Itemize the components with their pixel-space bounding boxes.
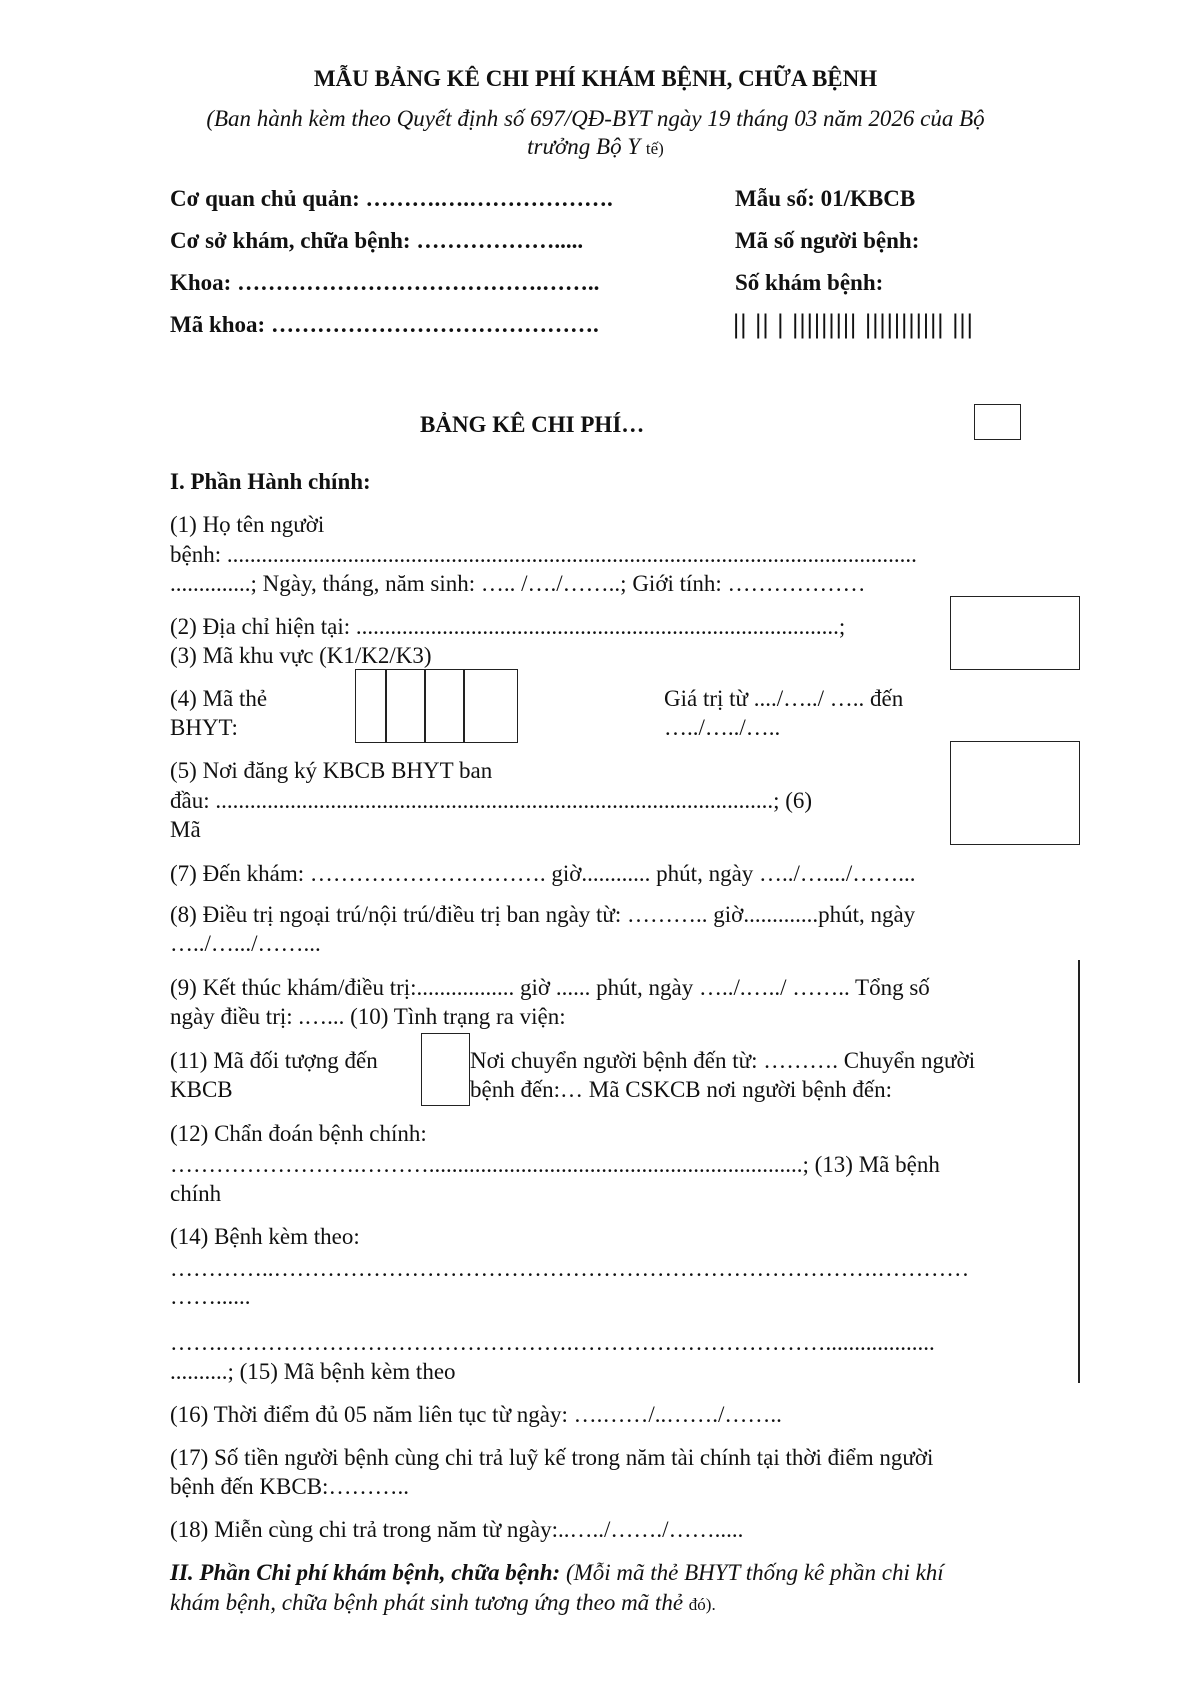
form-code-box[interactable] [974, 404, 1021, 440]
form-title: BẢNG KÊ CHI PHÍ… [420, 412, 645, 437]
section2-note-tail: đó). [688, 1595, 716, 1614]
field7-visit: (7) Đến khám: …………………………. giờ............ phút, ngày …../…..../……... [170, 861, 916, 886]
bhyt-box-divider [424, 670, 426, 742]
field4-label-2: BHYT: [170, 715, 238, 740]
co-so-kham-chua-benh: Cơ sở khám, chữa bệnh: ………………..... [170, 228, 584, 253]
subtitle-line2 [0, 132, 1191, 164]
field1-dob-gender: ..............; Ngày, tháng, năm sinh: ….. /…./……..; Giới tính: ……………… [170, 571, 866, 596]
field14-line1: …………..…………………………………………………………………….………… [170, 1256, 970, 1281]
field12-label: (12) Chẩn đoán bệnh chính: [170, 1121, 427, 1146]
field18: (18) Miễn cùng chi trả trong năm từ ngày:..…../……./……..... [170, 1517, 744, 1542]
field15-label: ..........; (15) Mã bệnh kèm theo [170, 1359, 456, 1384]
field4-validity: Giá trị từ ..../…../ ….. đến [664, 686, 904, 711]
section2-line2 [170, 1588, 716, 1620]
field8-treatment: (8) Điều trị ngoại trú/nội trú/điều trị ban ngày từ: ……….. giờ.............phút, ngày [170, 902, 916, 927]
section2-heading: II. Phần Chi phí khám bệnh, chữa bệnh: [170, 1560, 561, 1585]
area-code-box[interactable] [950, 596, 1080, 670]
field14-line3: …….……………………………………….……………………………................... [170, 1330, 935, 1355]
field3-area-code: (3) Mã khu vực (K1/K2/K3) [170, 643, 432, 668]
field1-name-line: bệnh: ........................................................................................................................ [170, 542, 917, 567]
field16: (16) Thời điểm đủ 05 năm liên tục từ ngày: ….……/..……./…….. [170, 1402, 782, 1427]
field17-line1: (17) Số tiền người bệnh cùng chi trả luỹ kế trong năm tài chính tại thời điểm người [170, 1445, 934, 1470]
field11-label-2: KBCB [170, 1077, 233, 1102]
field11-transfer-2: bệnh đến:… Mã CSKCB nơi người bệnh đến: [470, 1077, 893, 1102]
field4-validity-2: …../…../….. [664, 715, 781, 740]
field17-line2: bệnh đến KBCB:……….. [170, 1474, 409, 1499]
field6-label: Mã [170, 817, 201, 842]
bhyt-box-divider [463, 670, 465, 742]
field9-days: ngày điều trị: .…... (10) Tình trạng ra viện: [170, 1004, 566, 1029]
field14-label: (14) Bệnh kèm theo: [170, 1224, 360, 1249]
subtitle-line2-text: trưởng Bộ Y [527, 134, 641, 159]
field13-label: chính [170, 1181, 222, 1206]
section2-note-2: khám bệnh, chữa bệnh phát sinh tương ứng theo mã thẻ [170, 1590, 684, 1615]
subtitle-line1: (Ban hành kèm theo Quyết định số 697/QĐ-BYT ngày 19 tháng 03 năm 2026 của Bộ [206, 106, 985, 131]
field14-line2: ……...... [170, 1284, 251, 1309]
field2-address: (2) Địa chỉ hiện tại: ....................................................................................; [170, 614, 846, 639]
page-title: MẪU BẢNG KÊ CHI PHÍ KHÁM BỆNH, CHỮA BỆNH [313, 66, 878, 91]
field8-date: …../….../……... [170, 931, 321, 956]
right-border-line [1078, 960, 1080, 1383]
bhyt-box-divider [385, 670, 387, 742]
so-kham-benh: Số khám bệnh: [735, 270, 884, 295]
subtitle-tail: tế) [645, 139, 664, 158]
field5-line: đầu: .................................................................................................; (6) [170, 788, 813, 813]
co-quan-chu-quan: Cơ quan chủ quản: ……….….………………. [170, 186, 613, 211]
field4-label: (4) Mã thẻ [170, 686, 268, 711]
ma-khoa: Mã khoa: ……………………………………. [170, 312, 599, 337]
barcode: || || | ||||||||| ||||||||||| ||| [733, 310, 974, 340]
bhyt-card-boxes[interactable] [355, 669, 518, 743]
field11-transfer: Nơi chuyển người bệnh đến từ: ………. Chuyển người [470, 1048, 976, 1073]
khoa: Khoa: ………………………………….…….. [170, 270, 600, 295]
subject-code-box[interactable] [421, 1033, 470, 1106]
field1-label: (1) Họ tên người [170, 512, 325, 537]
registration-code-box[interactable] [950, 741, 1080, 845]
mau-so: Mẫu số: 01/KBCB [735, 186, 916, 211]
field12-line: …………………….……….................................................................; (13) Mã bệnh [170, 1152, 940, 1177]
ma-so-nguoi-benh: Mã số người bệnh: [735, 228, 920, 253]
section2-line1 [170, 1558, 944, 1588]
section2-note: (Mỗi mã thẻ BHYT thống kê phần chi khí [565, 1560, 944, 1585]
section1-heading: I. Phần Hành chính: [170, 469, 371, 494]
field5-label: (5) Nơi đăng ký KBCB BHYT ban [170, 758, 493, 783]
field11-label: (11) Mã đối tượng đến [170, 1048, 378, 1073]
field9-end: (9) Kết thúc khám/điều trị:................. giờ ...... phút, ngày …../.…../ …….. Tổng số [170, 975, 930, 1000]
